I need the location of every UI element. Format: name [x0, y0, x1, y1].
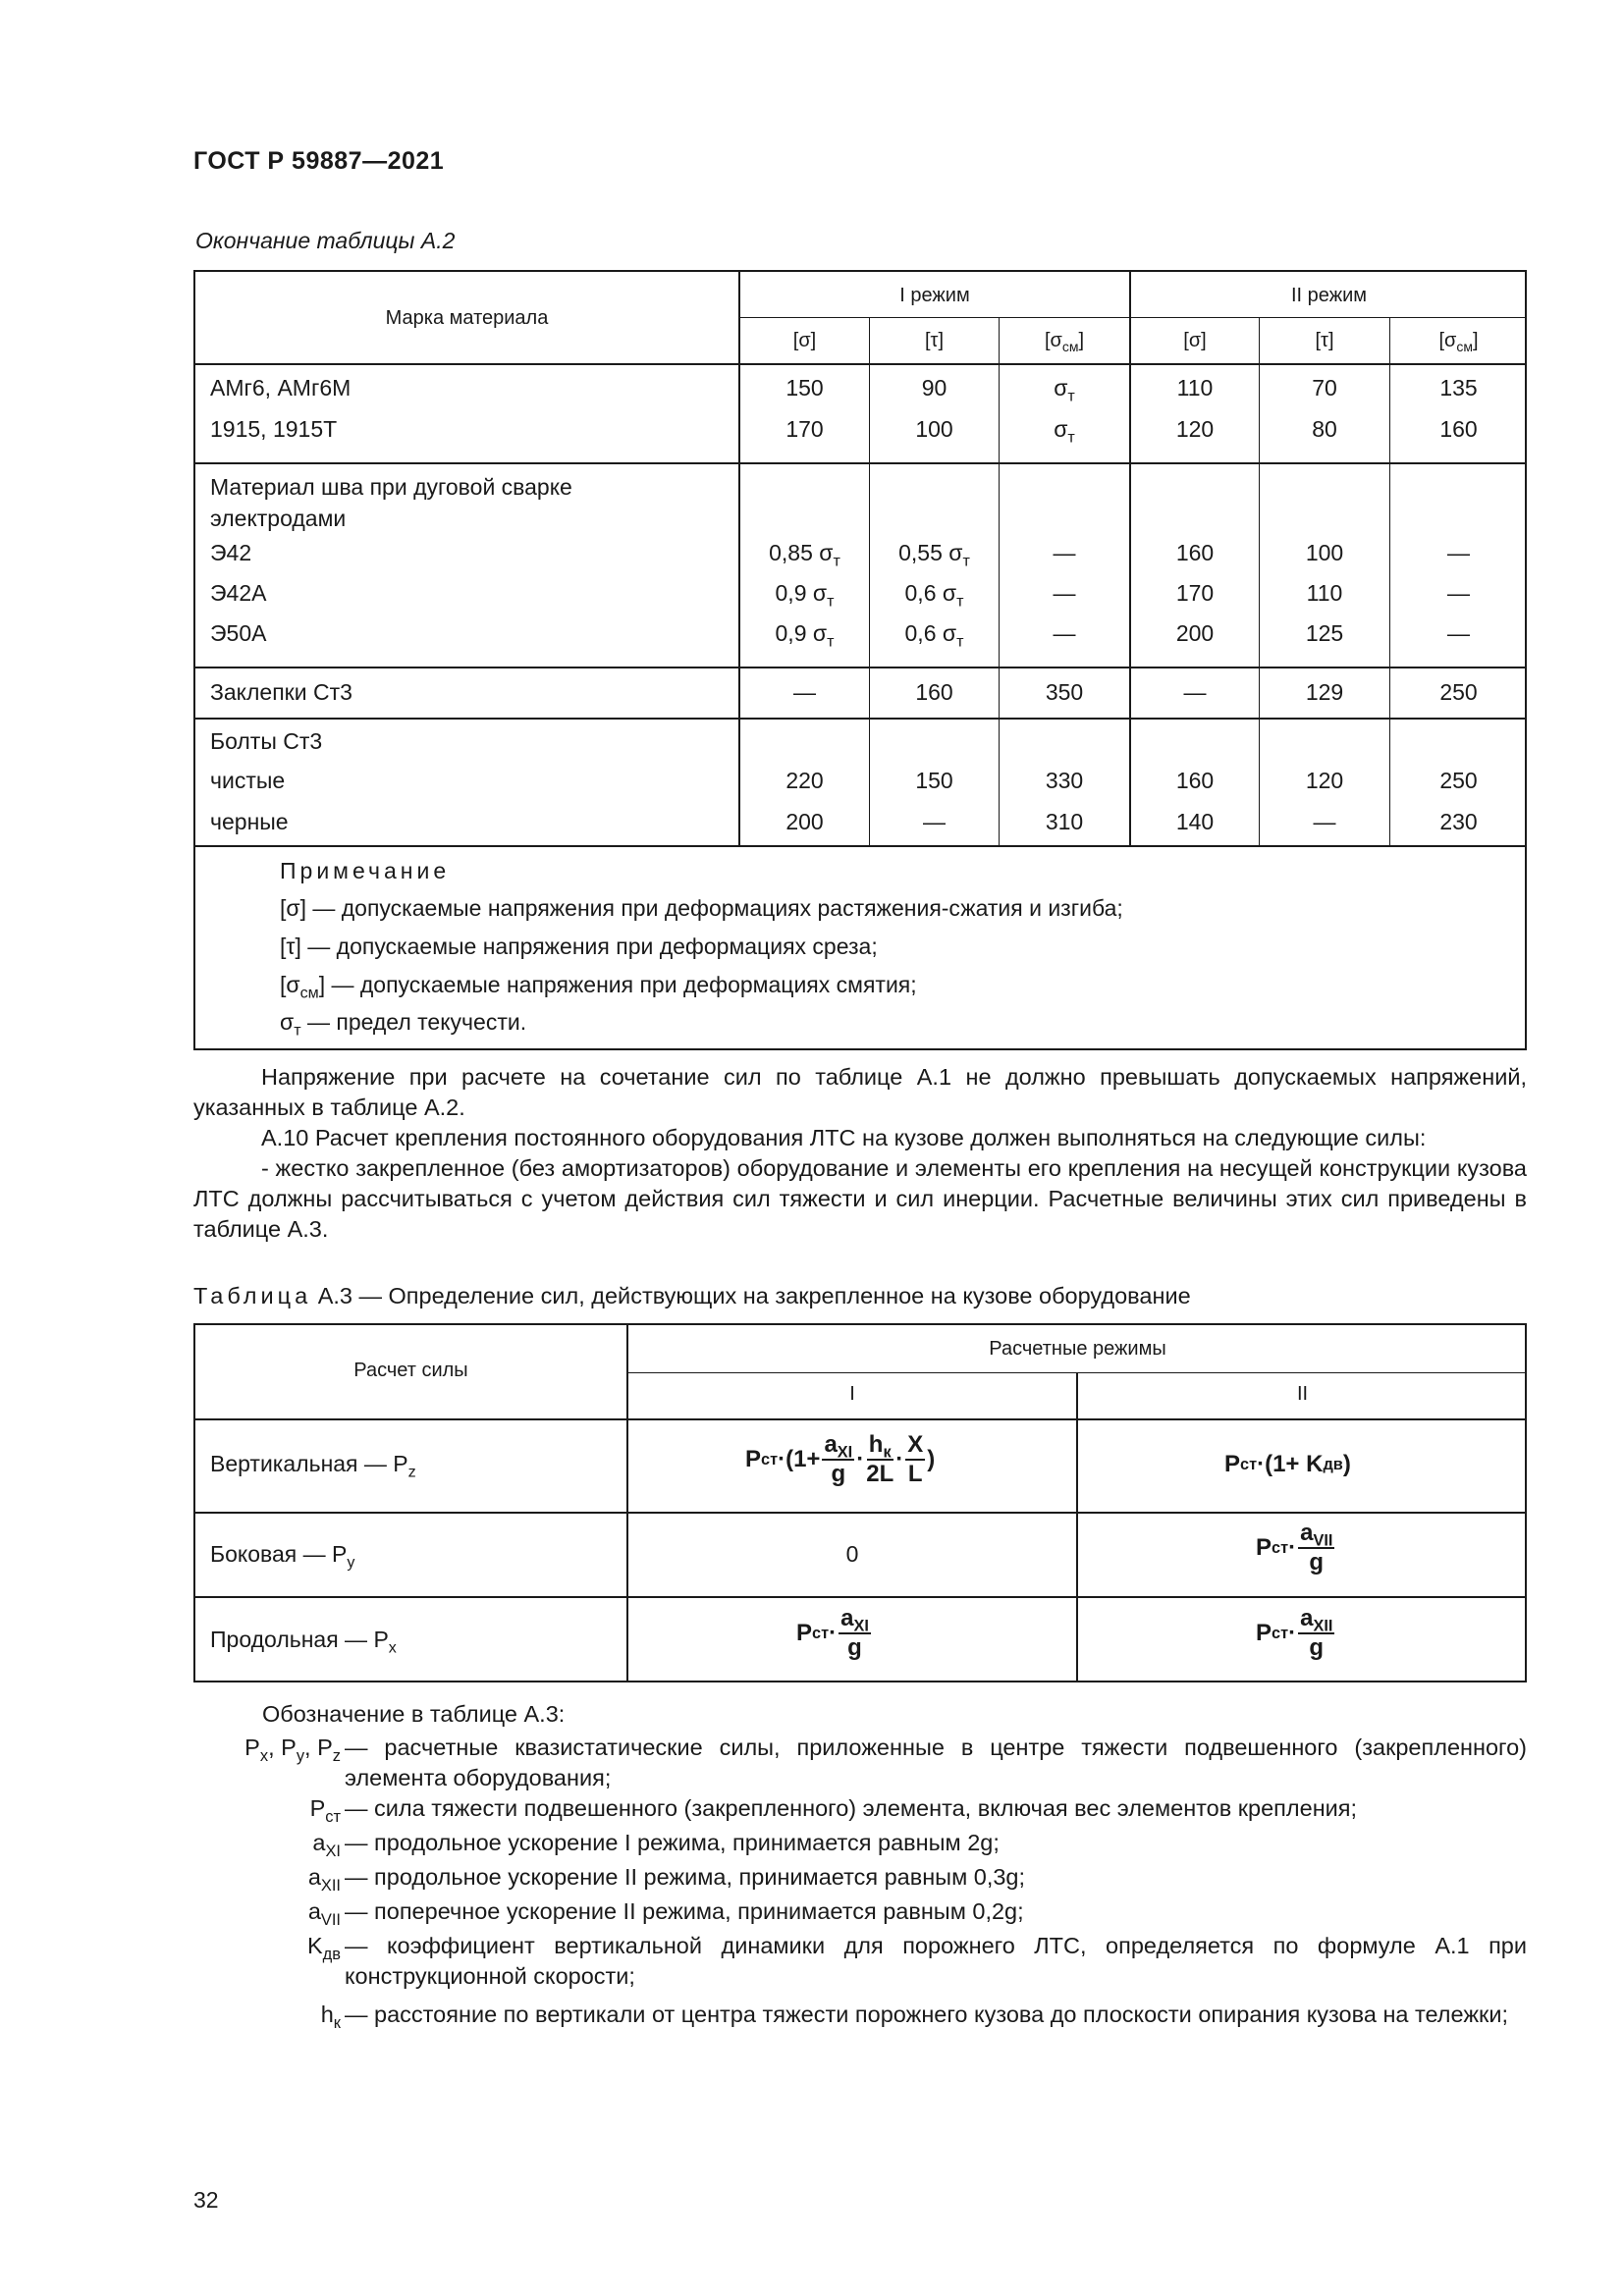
cell: 125 [1305, 620, 1344, 646]
table-continuation-caption: Окончание таблицы А.2 [195, 228, 456, 253]
legend-text: — коэффициент вертикальной динамики для порожнего ЛТС, определяется по формуле А.1 при конструкционной скорости; [345, 1933, 1527, 1989]
cell: 250 [1439, 768, 1478, 793]
cell: — [923, 809, 946, 834]
document-code: ГОСТ Р 59887—2021 [193, 147, 445, 175]
legend-symbol: $K_{дв}$ [306, 1933, 341, 1963]
legend-symbol: $a_{XII}$ [307, 1864, 341, 1895]
paragraph: А.10 Расчет крепления постоянного оборудования ЛТС на кузове должен выполняться на следующие силы: [261, 1125, 1427, 1150]
cell: — [1053, 620, 1076, 646]
cell: 135 [1439, 375, 1478, 400]
cell: — [1183, 679, 1207, 705]
row-name: Э42А [210, 580, 267, 606]
cell: 110 [1176, 375, 1214, 400]
cell: — [1053, 580, 1076, 606]
cell: 0,6 $\sigma_т$ [904, 580, 964, 611]
formula-lateral-mode-2: P ст · $a_{VII}$ g [1256, 1520, 1333, 1575]
note-line: $\sigma_т$ — предел текучести. [280, 1009, 527, 1040]
formula-vertical-mode-2: P ст ·(1+ K дв ) [1224, 1451, 1351, 1477]
cell: — [793, 679, 816, 705]
cell: 160 [1439, 416, 1478, 442]
cell: 129 [1305, 679, 1344, 705]
formula-longitudinal-mode-2: P ст · $a_{XII}$ g [1256, 1605, 1333, 1661]
cell: 170 [1175, 580, 1215, 606]
note-title: Примечание [280, 858, 451, 883]
legend-text: — сила тяжести подвешенного (закрепленного) элемента, включая вес элементов крепления; [345, 1795, 1358, 1821]
cell: 80 [1312, 416, 1337, 442]
cell: — [1447, 620, 1470, 646]
cell: 310 [1045, 809, 1084, 834]
row-name: черные [210, 809, 289, 834]
force-name-longitudinal: Продольная — $P_x$ [210, 1627, 397, 1657]
cell: 220 [785, 768, 824, 793]
cell: 100 [1305, 540, 1344, 565]
header-sigma-cm-1: $[\sigma_{см}]$ [1044, 330, 1085, 354]
legend-symbol: $a_{XI}$ [312, 1830, 341, 1860]
cell: — [1053, 540, 1076, 565]
note-line: [σ] — допускаемые напряжения при деформациях растяжения-сжатия и изгиба; [280, 895, 1123, 921]
cell: 160 [915, 679, 953, 705]
row-name: 1915, 1915Т [210, 416, 338, 442]
cell: 100 [915, 416, 953, 442]
cell: — [1447, 580, 1470, 606]
paragraph: - жестко закрепленное (без амортизаторов) оборудование и элементы его крепления на несущей конструкции кузова ЛТС должны рассчитываться с учетом действия сил тяжести и сил инерции. Расчетные величины этих сил приведены в таблице А.3. [193, 1155, 1527, 1242]
row-name: Э42 [210, 540, 252, 565]
legend-text: — продольное ускорение II режима, принимается равным 0,3g; [345, 1864, 1026, 1890]
cell: 0,85 $\sigma_т$ [769, 540, 840, 570]
legend-symbol: $P_{ст}$ [309, 1795, 341, 1826]
legend-symbol: $P_x$, $P_y$, $P_z$ [244, 1735, 341, 1765]
row-name: чистые [210, 768, 286, 793]
legend-text: — расчетные квазистатические силы, приложенные в центре тяжести подвешенного (закрепленного) элемента оборудования; [345, 1735, 1527, 1790]
row-name: Э50А [210, 620, 267, 646]
table-a3-caption: Таблица А.3 — Определение сил, действующих на закрепленное на кузове оборудование [193, 1283, 1191, 1308]
row-name: АМг6, АМг6М [210, 375, 352, 400]
table-a2 [193, 270, 1527, 1050]
cell: 200 [785, 809, 824, 834]
header-force: Расчет силы [353, 1360, 468, 1381]
note-line: [τ] — допускаемые напряжения при деформациях среза; [280, 934, 878, 959]
legend-text: — продольное ускорение I режима, принимается равным 2g; [345, 1830, 1000, 1855]
cell: 250 [1439, 679, 1478, 705]
cell: 200 [1175, 620, 1215, 646]
row-name: Заклепки Ст3 [210, 679, 352, 705]
cell-sigma-t: $\sigma_т$ [1054, 375, 1075, 405]
note-line: $[\sigma_{см}]$ — допускаемые напряжения при деформациях смятия; [280, 972, 917, 1002]
cell: 110 [1306, 580, 1343, 606]
cell: 120 [1305, 768, 1344, 793]
cell: 0,9 $\sigma_т$ [775, 620, 835, 651]
cell: 0,6 $\sigma_т$ [904, 620, 964, 651]
formula-longitudinal-mode-1: P ст · $a_{XI}$ g [796, 1605, 869, 1661]
header-tau-1: [τ] [924, 330, 944, 351]
paragraph: Напряжение при расчете на сочетание сил по таблице А.1 не должно превышать допускаемых напряжений, указанных в таблице А.2. [193, 1064, 1527, 1120]
header-mode-2: II режим [1291, 285, 1367, 306]
cell: 90 [921, 375, 947, 400]
table-a3 [193, 1323, 1527, 1682]
cell: 170 [785, 416, 824, 442]
force-name-vertical: Вертикальная — $P_z$ [210, 1451, 416, 1481]
legend-symbol: $h_к$ [320, 2002, 341, 2032]
row-name: Болты Ст3 [210, 728, 323, 754]
header-material: Марка материала [385, 307, 549, 329]
cell: 160 [1175, 540, 1215, 565]
cell: — [1447, 540, 1470, 565]
lateral-mode-1-value: 0 [845, 1541, 859, 1567]
cell: 0,55 $\sigma_т$ [898, 540, 970, 570]
cell: — [1313, 809, 1336, 834]
cell: 140 [1175, 809, 1215, 834]
formula-vertical-mode-1: P ст ·(1+ $a_{XI}$ g · $h_к$ 2L · X L ) [745, 1431, 936, 1487]
legend-text: — расстояние по вертикали от центра тяжести порожнего кузова до плоскости опирания кузова на тележки; [345, 2002, 1508, 2027]
header-sigma-cm-2: $[\sigma_{см}]$ [1438, 330, 1479, 354]
legend-title: Обозначение в таблице А.3: [262, 1701, 566, 1727]
header-sigma-2: [σ] [1183, 330, 1207, 351]
cell: 0,9 $\sigma_т$ [775, 580, 835, 611]
header-modes: Расчетные режимы [989, 1338, 1166, 1360]
header-sigma-1: [σ] [792, 330, 817, 351]
row-name: электродами [210, 506, 347, 531]
row-name: Материал шва при дуговой сварке [210, 474, 572, 500]
cell: 230 [1439, 809, 1478, 834]
cell: 120 [1175, 416, 1215, 442]
cell-sigma-t: $\sigma_т$ [1054, 416, 1075, 447]
cell: 70 [1312, 375, 1337, 400]
header-mode-1: I режим [899, 285, 970, 306]
cell: 150 [785, 375, 824, 400]
legend-symbol: $a_{VII}$ [307, 1898, 341, 1929]
cell: 160 [1175, 768, 1215, 793]
force-name-lateral: Боковая — $P_y$ [210, 1541, 355, 1572]
header-mode-1: I [849, 1383, 855, 1405]
page-number: 32 [193, 2187, 219, 2213]
cell: 150 [915, 768, 953, 793]
header-mode-2: II [1296, 1383, 1309, 1405]
cell: 330 [1045, 768, 1084, 793]
header-tau-2: [τ] [1315, 330, 1334, 351]
legend-text: — поперечное ускорение II режима, принимается равным 0,2g; [345, 1898, 1024, 1924]
cell: 350 [1045, 679, 1084, 705]
